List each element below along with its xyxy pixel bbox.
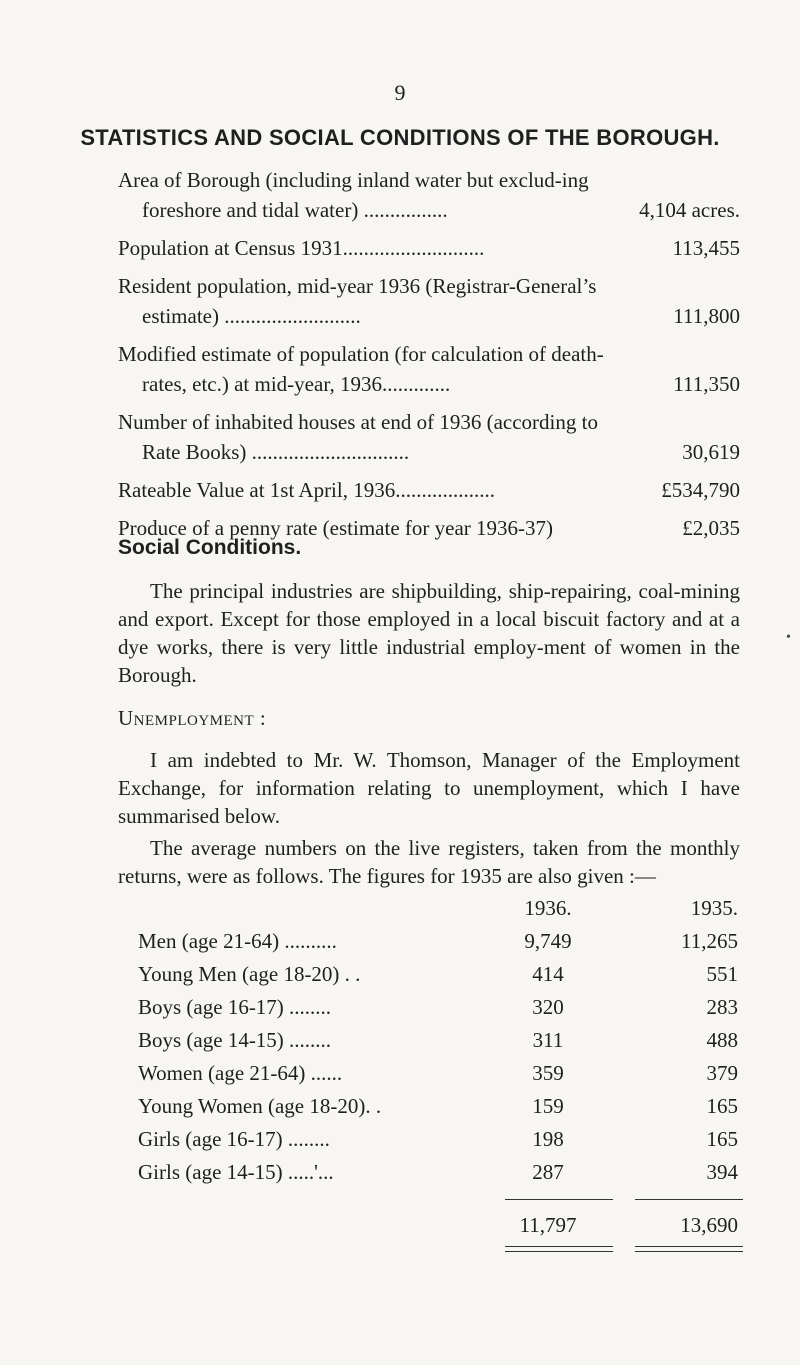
- table-row: [138, 925, 738, 958]
- stat-modified-estimate: [118, 339, 740, 399]
- page-title: STATISTICS AND SOCIAL CONDITIONS OF THE BOROUGH.: [80, 125, 720, 150]
- stat-label: Resident population, mid-year 1936 (Registrar-General’s estimate) ..........................: [118, 274, 597, 328]
- table-row: [138, 991, 738, 1024]
- stat-value: 30,619: [682, 440, 740, 464]
- stat-label: Produce of a penny rate (estimate for year 1936-37): [118, 516, 553, 540]
- row-label: Young Men (age 18-20) . .: [138, 962, 361, 986]
- stat-label: Modified estimate of population (for calculation of death-rates, etc.) at mid-year, 1936.............: [118, 342, 604, 396]
- stat-census-population: [118, 233, 740, 263]
- row-label: Boys (age 16-17) ........: [138, 995, 332, 1019]
- stat-resident-population: [118, 271, 740, 331]
- double-rule: [138, 1242, 738, 1256]
- social-conditions-heading: Social Conditions.: [118, 536, 302, 559]
- stat-value: £534,790: [661, 478, 740, 502]
- value-1936: 198: [532, 1127, 564, 1151]
- table-row: [138, 1090, 738, 1123]
- stat-label: Number of inhabited houses at end of 1936 (according to Rate Books) ..............................: [118, 410, 598, 464]
- divider: [505, 1199, 613, 1200]
- value-1935: 283: [706, 995, 738, 1019]
- value-1936: 414: [532, 962, 564, 986]
- row-label: Girls (age 14-15) .....'...: [138, 1160, 334, 1184]
- stat-label: Rateable Value at 1st April, 1936...................: [118, 478, 495, 502]
- stat-value: 113,455: [672, 236, 740, 260]
- column-header-1936: 1936.: [524, 896, 572, 920]
- divider: [505, 1246, 613, 1252]
- total-1936: 11,797: [519, 1213, 577, 1237]
- statistics-list: [118, 165, 740, 551]
- table-row: [138, 958, 738, 991]
- unemployment-heading: Unemployment :: [118, 706, 267, 730]
- divider: [635, 1246, 743, 1252]
- value-1935: 11,265: [681, 929, 738, 953]
- value-1935: 488: [706, 1028, 738, 1052]
- row-label: Girls (age 16-17) ........: [138, 1127, 330, 1151]
- row-label: Boys (age 14-15) ........: [138, 1028, 332, 1052]
- value-1936: 159: [532, 1094, 564, 1118]
- value-1935: 551: [706, 962, 738, 986]
- unemployment-paragraph-1: I am indebted to Mr. W. Thomson, Manager of the Employment Exchange, for information relating to unemployment, which I have summarised below.: [118, 748, 740, 828]
- stat-value: 4,104 acres.: [639, 198, 740, 222]
- value-1936: 320: [532, 995, 564, 1019]
- table-total-row: [138, 1209, 738, 1242]
- stat-value: 111,350: [673, 372, 740, 396]
- column-header-1935: 1935.: [690, 896, 738, 920]
- stat-label: Population at Census 1931...........................: [118, 236, 485, 260]
- value-1935: 394: [706, 1160, 738, 1184]
- unemployment-table: [138, 892, 738, 1256]
- value-1935: 379: [706, 1061, 738, 1085]
- value-1935: 165: [706, 1127, 738, 1151]
- row-label: Men (age 21-64) ..........: [138, 929, 337, 953]
- row-label: Young Women (age 18-20). .: [138, 1094, 382, 1118]
- margin-dot: •: [786, 630, 791, 645]
- page-number: 9: [394, 80, 406, 105]
- value-1936: 287: [532, 1160, 564, 1184]
- stat-area: [118, 165, 740, 225]
- value-1936: 9,749: [524, 929, 572, 953]
- unemployment-paragraph-2: The average numbers on the live registers, taken from the monthly returns, were as follows. The figures for 1935 are also given :—: [118, 836, 740, 888]
- total-rule: [138, 1189, 738, 1209]
- stat-rateable-value: [118, 475, 740, 505]
- stat-value: 111,800: [673, 304, 740, 328]
- social-conditions-paragraph: The principal industries are shipbuilding, ship-repairing, coal-mining and export. Except for those employed in a local biscuit factory and at a dye works, there is very little industrial employ-ment of women in the Borough.: [118, 579, 740, 687]
- value-1936: 311: [532, 1028, 564, 1052]
- total-1935: 13,690: [680, 1213, 738, 1237]
- table-row: [138, 1156, 738, 1189]
- value-1935: 165: [706, 1094, 738, 1118]
- table-header-row: [138, 892, 738, 925]
- table-row: [138, 1057, 738, 1090]
- value-1936: 359: [532, 1061, 564, 1085]
- stat-value: £2,035: [682, 516, 740, 540]
- table-row: [138, 1123, 738, 1156]
- stat-inhabited-houses: [118, 407, 740, 467]
- divider: [635, 1199, 743, 1200]
- stat-label: Area of Borough (including inland water but exclud-ing foreshore and tidal water) ................: [118, 168, 589, 222]
- table-row: [138, 1024, 738, 1057]
- row-label: Women (age 21-64) ......: [138, 1061, 343, 1085]
